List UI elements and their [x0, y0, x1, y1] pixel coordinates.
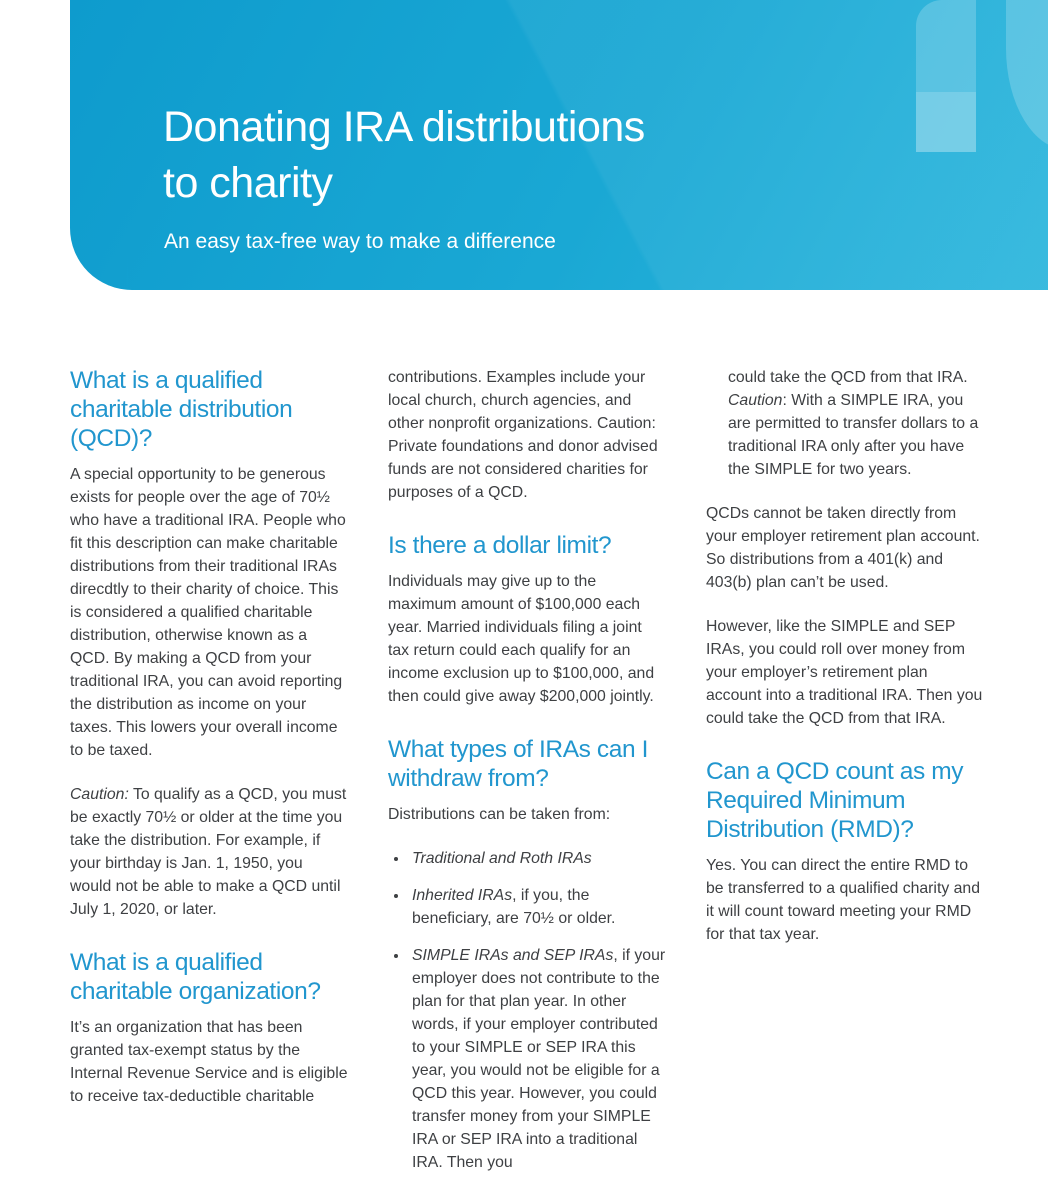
content-columns: [70, 366, 984, 1184]
text-run: However, like the SIMPLE and SEP IRAs, you could roll over money from your employer’s retirement plan account into a traditional IRA. Then you could take the QCD from that IRA.: [706, 618, 983, 727]
brand-logo-shape-icon: [916, 0, 1048, 152]
paragraph: [388, 803, 666, 826]
text-run: : With a SIMPLE IRA, you are permitted to transfer dollars to a traditional IRA only after you have the SIMPLE for two years.: [728, 392, 979, 478]
italic-text-run: Traditional and Roth IRAs: [412, 850, 592, 867]
text-run: To qualify as a QCD, you must be exactly 70½ or older at the time you take the distribution. For example, if your birthday is Jan. 1, 1950, you would not be able to make a QCD until July 1, 2020, or later.: [70, 786, 347, 918]
section-heading: What is a qualified charitable organization?: [70, 949, 321, 1005]
section-heading: What types of IRAs can I withdraw from?: [388, 736, 649, 792]
logo-bowl-shape: [1006, 0, 1048, 150]
paragraph: [706, 502, 984, 594]
italic-text-run: Caution:: [70, 786, 129, 803]
italic-text-run: Inherited IRAs: [412, 887, 513, 904]
text-run: could take the QCD from that IRA.: [728, 369, 968, 386]
bullet-item: [409, 944, 666, 1174]
text-run: QCDs cannot be taken directly from your employer retirement plan account. So distributions from a 401(k) and 403(b) plan can’t be used.: [706, 505, 980, 591]
column-3: [706, 366, 984, 1184]
bullet-item: [409, 884, 666, 930]
page-title-line1: Donating IRA distributions: [163, 103, 645, 151]
paragraph: [70, 463, 348, 762]
column-1: [70, 366, 348, 1184]
logo-square-shape: [916, 92, 976, 152]
italic-text-run: SIMPLE IRAs and SEP IRAs: [412, 947, 614, 964]
paragraph: [70, 783, 348, 921]
paragraph: [388, 366, 666, 504]
header-banner: [70, 0, 1048, 290]
bullet-item: [409, 847, 666, 870]
text-run: contributions. Examples include your local church, church agencies, and other nonprofit organizations. Caution: Private foundations and donor advised funds are not considered charities for purposes of a QCD.: [388, 369, 658, 501]
text-run: , if your employer does not contribute to the plan for that plan year. In other words, if your employer contributed to your SIMPLE or SEP IRA this year, you would not be eligible for a QCD this year. However, you could transfer money from your SIMPLE IRA or SEP IRA into a traditional IRA. Then you: [412, 947, 666, 1171]
text-run: Individuals may give up to the maximum amount of $100,000 each year. Married individuals filing a joint tax return could each qualify for an income exclusion up to $100,000, and then could give away $200,000 jointly.: [388, 573, 655, 705]
section-heading: Can a QCD count as my Required Minimum Distribution (RMD)?: [706, 758, 964, 843]
paragraph: [706, 615, 984, 730]
paragraph: [388, 570, 666, 708]
page-title-line2: to charity: [163, 159, 333, 207]
page-subtitle: An easy tax-free way to make a difference: [164, 230, 556, 253]
section-heading: Is there a dollar limit?: [388, 532, 612, 559]
paragraph: [706, 854, 984, 946]
text-run: , if you, the beneficiary, are 70½ or older.: [412, 887, 616, 927]
section-heading: What is a qualified charitable distribution (QCD)?: [70, 367, 293, 452]
paragraph: [706, 366, 984, 481]
text-run: It’s an organization that has been granted tax-exempt status by the Internal Revenue Service and is eligible to receive tax-deductible charitable: [70, 1019, 348, 1105]
text-run: Distributions can be taken from:: [388, 806, 611, 823]
column-2: [388, 366, 666, 1184]
text-run: Yes. You can direct the entire RMD to be transferred to a qualified charity and it will count toward meeting your RMD for that tax year.: [706, 857, 980, 943]
italic-text-run: Caution: [728, 392, 783, 409]
paragraph: [70, 1016, 348, 1108]
bullet-list: [388, 847, 666, 1174]
text-run: A special opportunity to be generous exists for people over the age of 70½ who have a traditional IRA. People who fit this description can make charitable distributions from their traditional IRAs direcdtly to their charity of choice. This is considered a qualified charitable distribution, otherwise known as a QCD. By making a QCD from your traditional IRA, you can avoid reporting the distribution as income on your taxes. This lowers your overall income to be taxed.: [70, 466, 346, 759]
